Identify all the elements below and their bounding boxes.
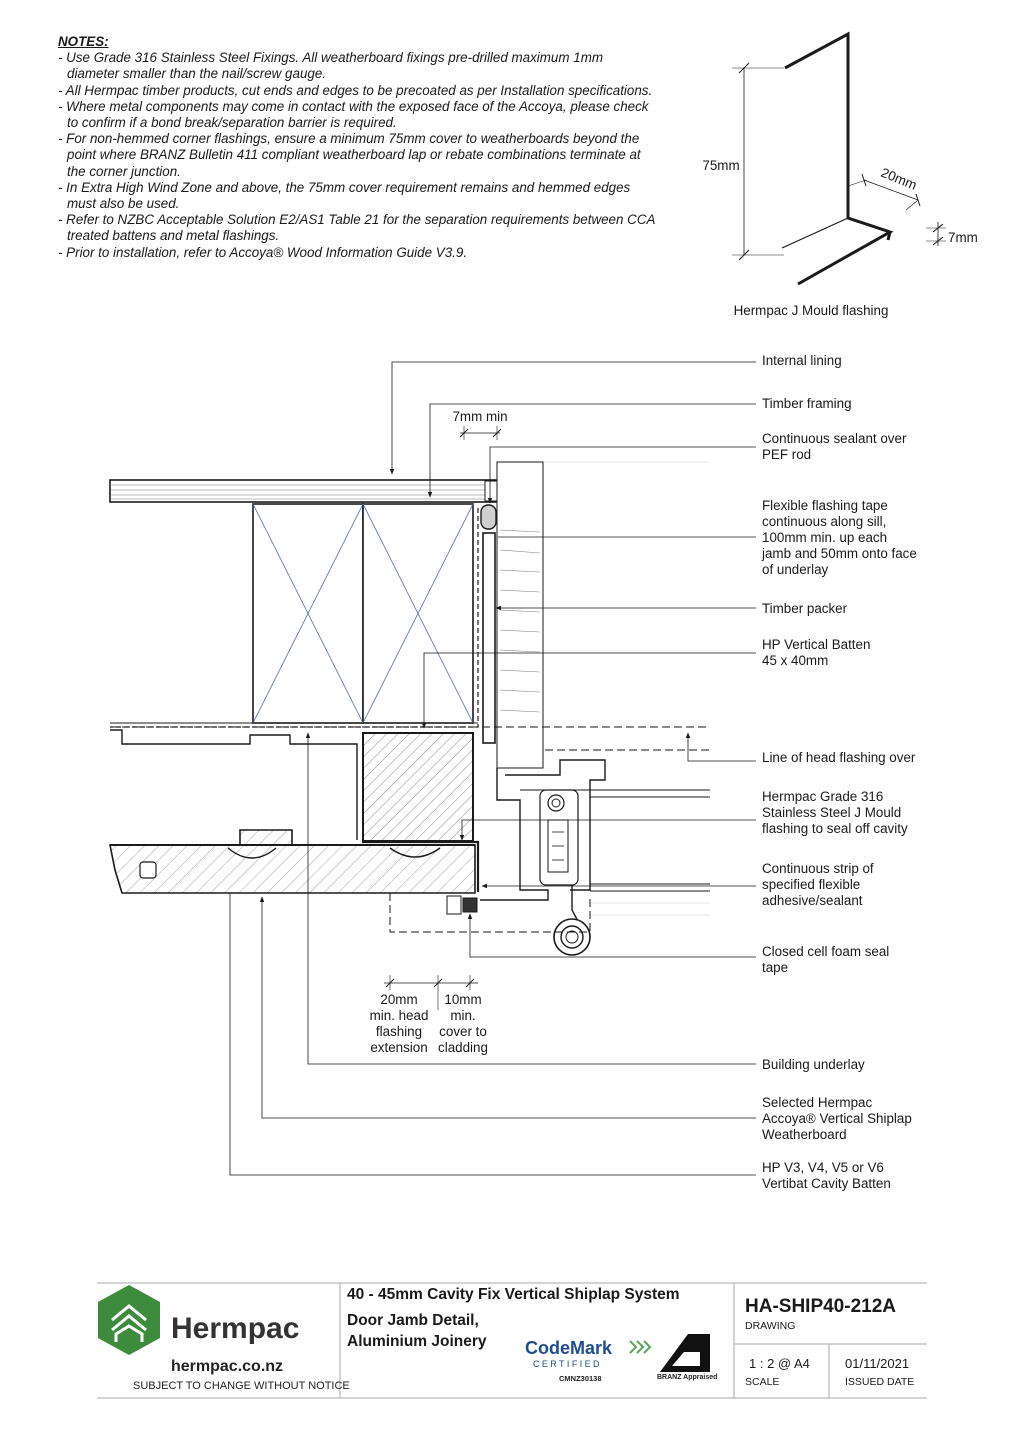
label-timber-framing: Timber framing: [762, 396, 852, 411]
dim-7mm-min-label: 7mm min: [452, 409, 508, 424]
label-j-mould-3: flashing to seal off cavity: [762, 821, 908, 836]
label-foam-2: tape: [762, 960, 789, 975]
note-line: - All Hermpac timber products, cut ends and edges to be precoated as per Installation specifications.: [58, 82, 653, 98]
title-block: [97, 1282, 927, 1398]
label-cavity-batten-1: HP V3, V4, V5 or V6: [762, 1160, 884, 1175]
label-underlay: Building underlay: [762, 1057, 865, 1072]
dim-7mm: 7mm: [948, 230, 978, 245]
callout-labels: [761, 353, 917, 1191]
label-j-mould-1: Hermpac Grade 316: [762, 789, 884, 804]
j-mould-detail: [702, 34, 977, 318]
note-line: - Use Grade 316 Stainless Steel Fixings. All weatherboard fixings pre-drilled maximum 1mm: [58, 50, 604, 66]
branz-appraised: BRANZ Appraised: [657, 1374, 718, 1381]
note-line: point where BRANZ Bulletin 411 compliant weatherboard lap or rebate combinations terminate at: [67, 147, 641, 163]
dim-head-ext-2: min. head: [369, 1008, 429, 1023]
label-flashing-tape-3: 100mm min. up each: [762, 530, 888, 545]
note-line: to confirm if a bond break/separation barrier is required.: [67, 115, 397, 131]
label-internal-lining: Internal lining: [762, 353, 842, 368]
dim-cover-2: min.: [450, 1008, 476, 1023]
codemark-logo: CodeMark: [525, 1338, 613, 1358]
label-cavity-batten-2: Vertibat Cavity Batten: [762, 1176, 891, 1191]
label-head-flashing: Line of head flashing over: [762, 750, 916, 765]
scale-value: 1 : 2 @ A4: [749, 1356, 810, 1371]
note-line: the corner junction.: [67, 163, 181, 179]
label-weatherboard-2: Accoya® Vertical Shiplap: [762, 1111, 912, 1126]
label-flashing-tape-1: Flexible flashing tape: [762, 498, 888, 513]
scale-label: SCALE: [745, 1376, 780, 1388]
detail-title-1: Door Jamb Detail,: [347, 1312, 479, 1329]
subject-note: SUBJECT TO CHANGE WITHOUT NOTICE: [133, 1380, 350, 1392]
label-sealant-1: Continuous sealant over: [762, 431, 907, 446]
j-mould-caption: Hermpac J Mould flashing: [733, 303, 889, 318]
note-line: - Prior to installation, refer to Accoya® Wood Information Guide V3.9.: [58, 244, 468, 260]
note-line: must also be used.: [67, 196, 180, 212]
codemark-number: CMNZ30138: [559, 1374, 602, 1383]
label-adhesive-1: Continuous strip of: [762, 861, 874, 876]
codemark-certified: CERTIFIED: [533, 1359, 602, 1369]
label-flashing-tape-5: of underlay: [762, 562, 829, 577]
note-line: - For non-hemmed corner flashings, ensure a minimum 75mm cover to weatherboards beyond the: [58, 131, 640, 147]
note-line: diameter smaller than the nail/screw gauge.: [67, 66, 327, 82]
drawing-label: DRAWING: [745, 1320, 796, 1332]
system-title: 40 - 45mm Cavity Fix Vertical Shiplap System: [347, 1286, 680, 1303]
label-adhesive-3: adhesive/sealant: [762, 893, 863, 908]
dim-cover-4: cladding: [438, 1040, 488, 1055]
note-line: - In Extra High Wind Zone and above, the 75mm cover requirement remains and hemmed edges: [58, 179, 631, 195]
dim-75mm: 75mm: [702, 158, 740, 173]
dim-head-ext-4: extension: [370, 1040, 428, 1055]
label-flashing-tape-4: jamb and 50mm onto face: [762, 546, 917, 561]
dim-cover-3: cover to: [439, 1024, 487, 1039]
note-line: - Where metal components may come in contact with the exposed face of the Accoya, please check: [58, 98, 649, 114]
label-flashing-tape-2: continuous along sill,: [762, 514, 887, 529]
issued-date: 01/11/2021: [845, 1356, 910, 1371]
brand-name: Hermpac: [171, 1312, 300, 1345]
label-adhesive-2: specified flexible: [762, 877, 861, 892]
door-jamb-section: [110, 462, 710, 955]
label-weatherboard-3: Weatherboard: [762, 1127, 847, 1142]
label-batten-1: HP Vertical Batten: [762, 637, 871, 652]
label-weatherboard-1: Selected Hermpac: [762, 1095, 873, 1110]
note-line: - Refer to NZBC Acceptable Solution E2/AS1 Table 21 for the separation requirements between CCA: [58, 212, 656, 228]
dim-head-extension: [370, 975, 488, 1055]
dim-head-ext-1: 20mm: [380, 992, 418, 1007]
issued-date-label: ISSUED DATE: [845, 1376, 915, 1388]
label-batten-2: 45 x 40mm: [762, 653, 829, 668]
detail-title-2: Aluminium Joinery: [347, 1333, 487, 1350]
label-packer: Timber packer: [762, 601, 848, 616]
dim-head-ext-3: flashing: [375, 1024, 423, 1039]
note-line: treated battens and metal flashings.: [67, 228, 280, 244]
label-j-mould-2: Stainless Steel J Mould: [762, 805, 902, 820]
label-foam-1: Closed cell foam seal: [762, 944, 890, 959]
dim-cover-1: 10mm: [444, 992, 482, 1007]
dim-20mm: 20mm: [878, 164, 920, 193]
website-link[interactable]: hermpac.co.nz: [171, 1358, 284, 1375]
label-sealant-2: PEF rod: [762, 447, 812, 462]
dim-7mm-min: [452, 409, 507, 440]
notes-heading: NOTES:: [58, 34, 109, 49]
drawing-number: HA-SHIP40-212A: [745, 1296, 896, 1317]
